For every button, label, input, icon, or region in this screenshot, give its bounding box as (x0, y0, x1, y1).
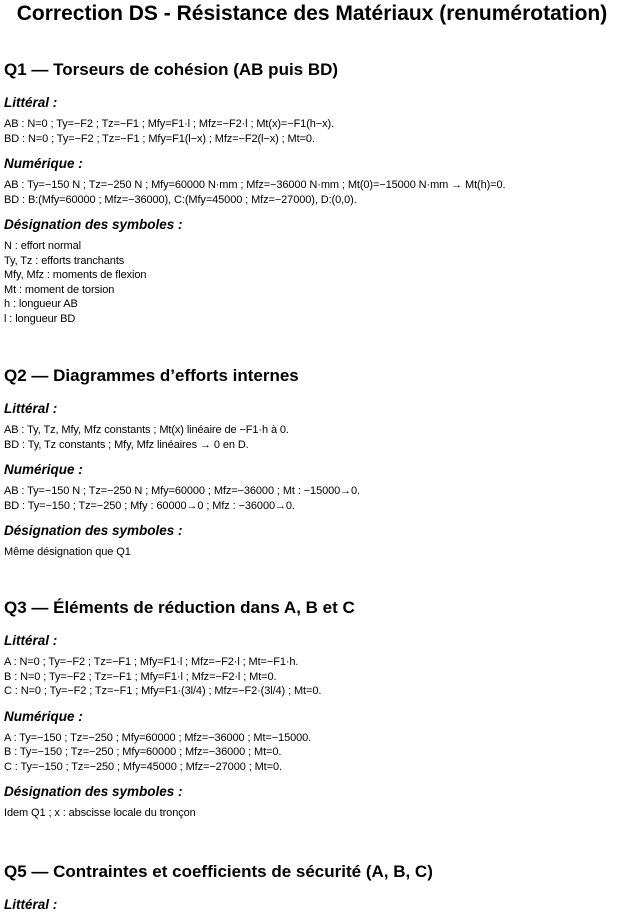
numerique-label: Numérique : (4, 462, 83, 477)
litteral-line: AB : N=0 ; Ty=−F2 ; Tz=−F1 ; Mfy=F1·l ; Mfz=−F2·l ; Mt(x)=−F1(h−x). (4, 118, 335, 130)
section-q1 (4, 60, 505, 326)
numerique-label: Numérique : (4, 708, 83, 724)
symboles-line: Mt : moment de torsion (4, 283, 115, 296)
numerique-list (4, 731, 355, 775)
litteral-line: C : N=0 ; Ty=−F2 ; Tz=−F1 ; Mfy=F1·(3l/4) ; Mfz=−F2·(3l/4) ; Mt=0. (4, 685, 322, 697)
symboles-line: h : longueur AB (4, 298, 78, 310)
numerique-line: AB : Ty=−150 N ; Tz=−250 N ; Mfy=60000 ; Mfz=−36000 ; Mt : −15000→0. (4, 485, 361, 497)
litteral-label: Littéral : (4, 897, 58, 912)
numerique-line: AB : Ty=−150 N ; Tz=−250 N ; Mfy=60000 N·mm ; Mfz=−36000 N·mm ; Mt(0)=−15000 N·mm → Mt(h)=0. (4, 179, 506, 191)
numerique-list (4, 178, 505, 207)
numerique-line: B : Ty=−150 ; Tz=−250 ; Mfy=60000 ; Mfz=−36000 ; Mt=0. (4, 746, 282, 758)
section-q2 (4, 366, 360, 560)
numerique-line: A : Ty=−150 ; Tz=−250 ; Mfy=60000 ; Mfz=−36000 ; Mt=−15000. (4, 731, 312, 744)
symboles-label: Désignation des symboles : (4, 523, 183, 538)
numerique-line: BD : B:(Mfy=60000 ; Mfz=−36000), C:(Mfy=45000 ; Mfz=−27000), D:(0,0). (4, 193, 357, 206)
litteral-label: Littéral : (4, 401, 58, 416)
symboles-line: Ty, Tz : efforts tranchants (4, 254, 125, 267)
symboles-label: Désignation des symboles : (4, 217, 183, 232)
section-heading: Q5 — Contraintes et coefficients de sécurité (A, B, C) (4, 862, 433, 881)
section-q3 (4, 598, 355, 821)
document-title: Correction DS - Résistance des Matériaux (renumérotation) (16, 2, 608, 25)
section-q5 (4, 862, 433, 913)
numerique-list (4, 484, 360, 513)
litteral-line: AB : Ty, Tz, Mfy, Mfz constants ; Mt(x) linéaire de −F1·h à 0. (4, 424, 289, 436)
litteral-list (4, 423, 360, 452)
section-heading: Q1 — Torseurs de cohésion (AB puis BD) (4, 60, 339, 79)
numerique-label: Numérique : (4, 156, 83, 171)
symboles-line: Même désignation que Q1 (4, 546, 131, 558)
section-heading: Q2 — Diagrammes d’efforts internes (4, 366, 299, 385)
litteral-line: BD : Ty, Tz constants ; Mfy, Mfz linéaires → 0 en D. (4, 438, 249, 451)
symboles-list (4, 806, 355, 821)
litteral-label: Littéral : (4, 95, 58, 110)
symboles-label: Désignation des symboles : (4, 784, 183, 799)
numerique-line: C : Ty=−150 ; Tz=−250 ; Mfy=45000 ; Mfz=−27000 ; Mt=0. (4, 760, 282, 773)
symboles-list (4, 239, 505, 326)
numerique-line: BD : Ty=−150 ; Tz=−250 ; Mfy : 60000→0 ; Mfz : −36000→0. (4, 499, 295, 512)
litteral-list (4, 117, 505, 146)
litteral-label: Littéral : (4, 633, 58, 648)
symboles-line: Idem Q1 ; x : abscisse locale du tronçon (4, 807, 196, 819)
section-heading: Q3 — Éléments de réduction dans A, B et C (4, 598, 355, 617)
symboles-line: Mfy, Mfz : moments de flexion (4, 269, 147, 281)
litteral-line: BD : N=0 ; Ty=−F2 ; Tz=−F1 ; Mfy=F1(l−x) ; Mfz=−F2(l−x) ; Mt=0. (4, 132, 315, 145)
symboles-line: N : effort normal (4, 240, 81, 252)
symboles-line: l : longueur BD (4, 312, 76, 325)
symboles-list (4, 545, 360, 560)
litteral-list (4, 655, 355, 699)
litteral-line: B : N=0 ; Ty=−F2 ; Tz=−F1 ; Mfy=F1·l ; Mfz=−F2·l ; Mt=0. (4, 670, 277, 683)
litteral-line: A : N=0 ; Ty=−F2 ; Tz=−F1 ; Mfy=F1·l ; Mfz=−F2·l ; Mt=−F1·h. (4, 656, 299, 668)
